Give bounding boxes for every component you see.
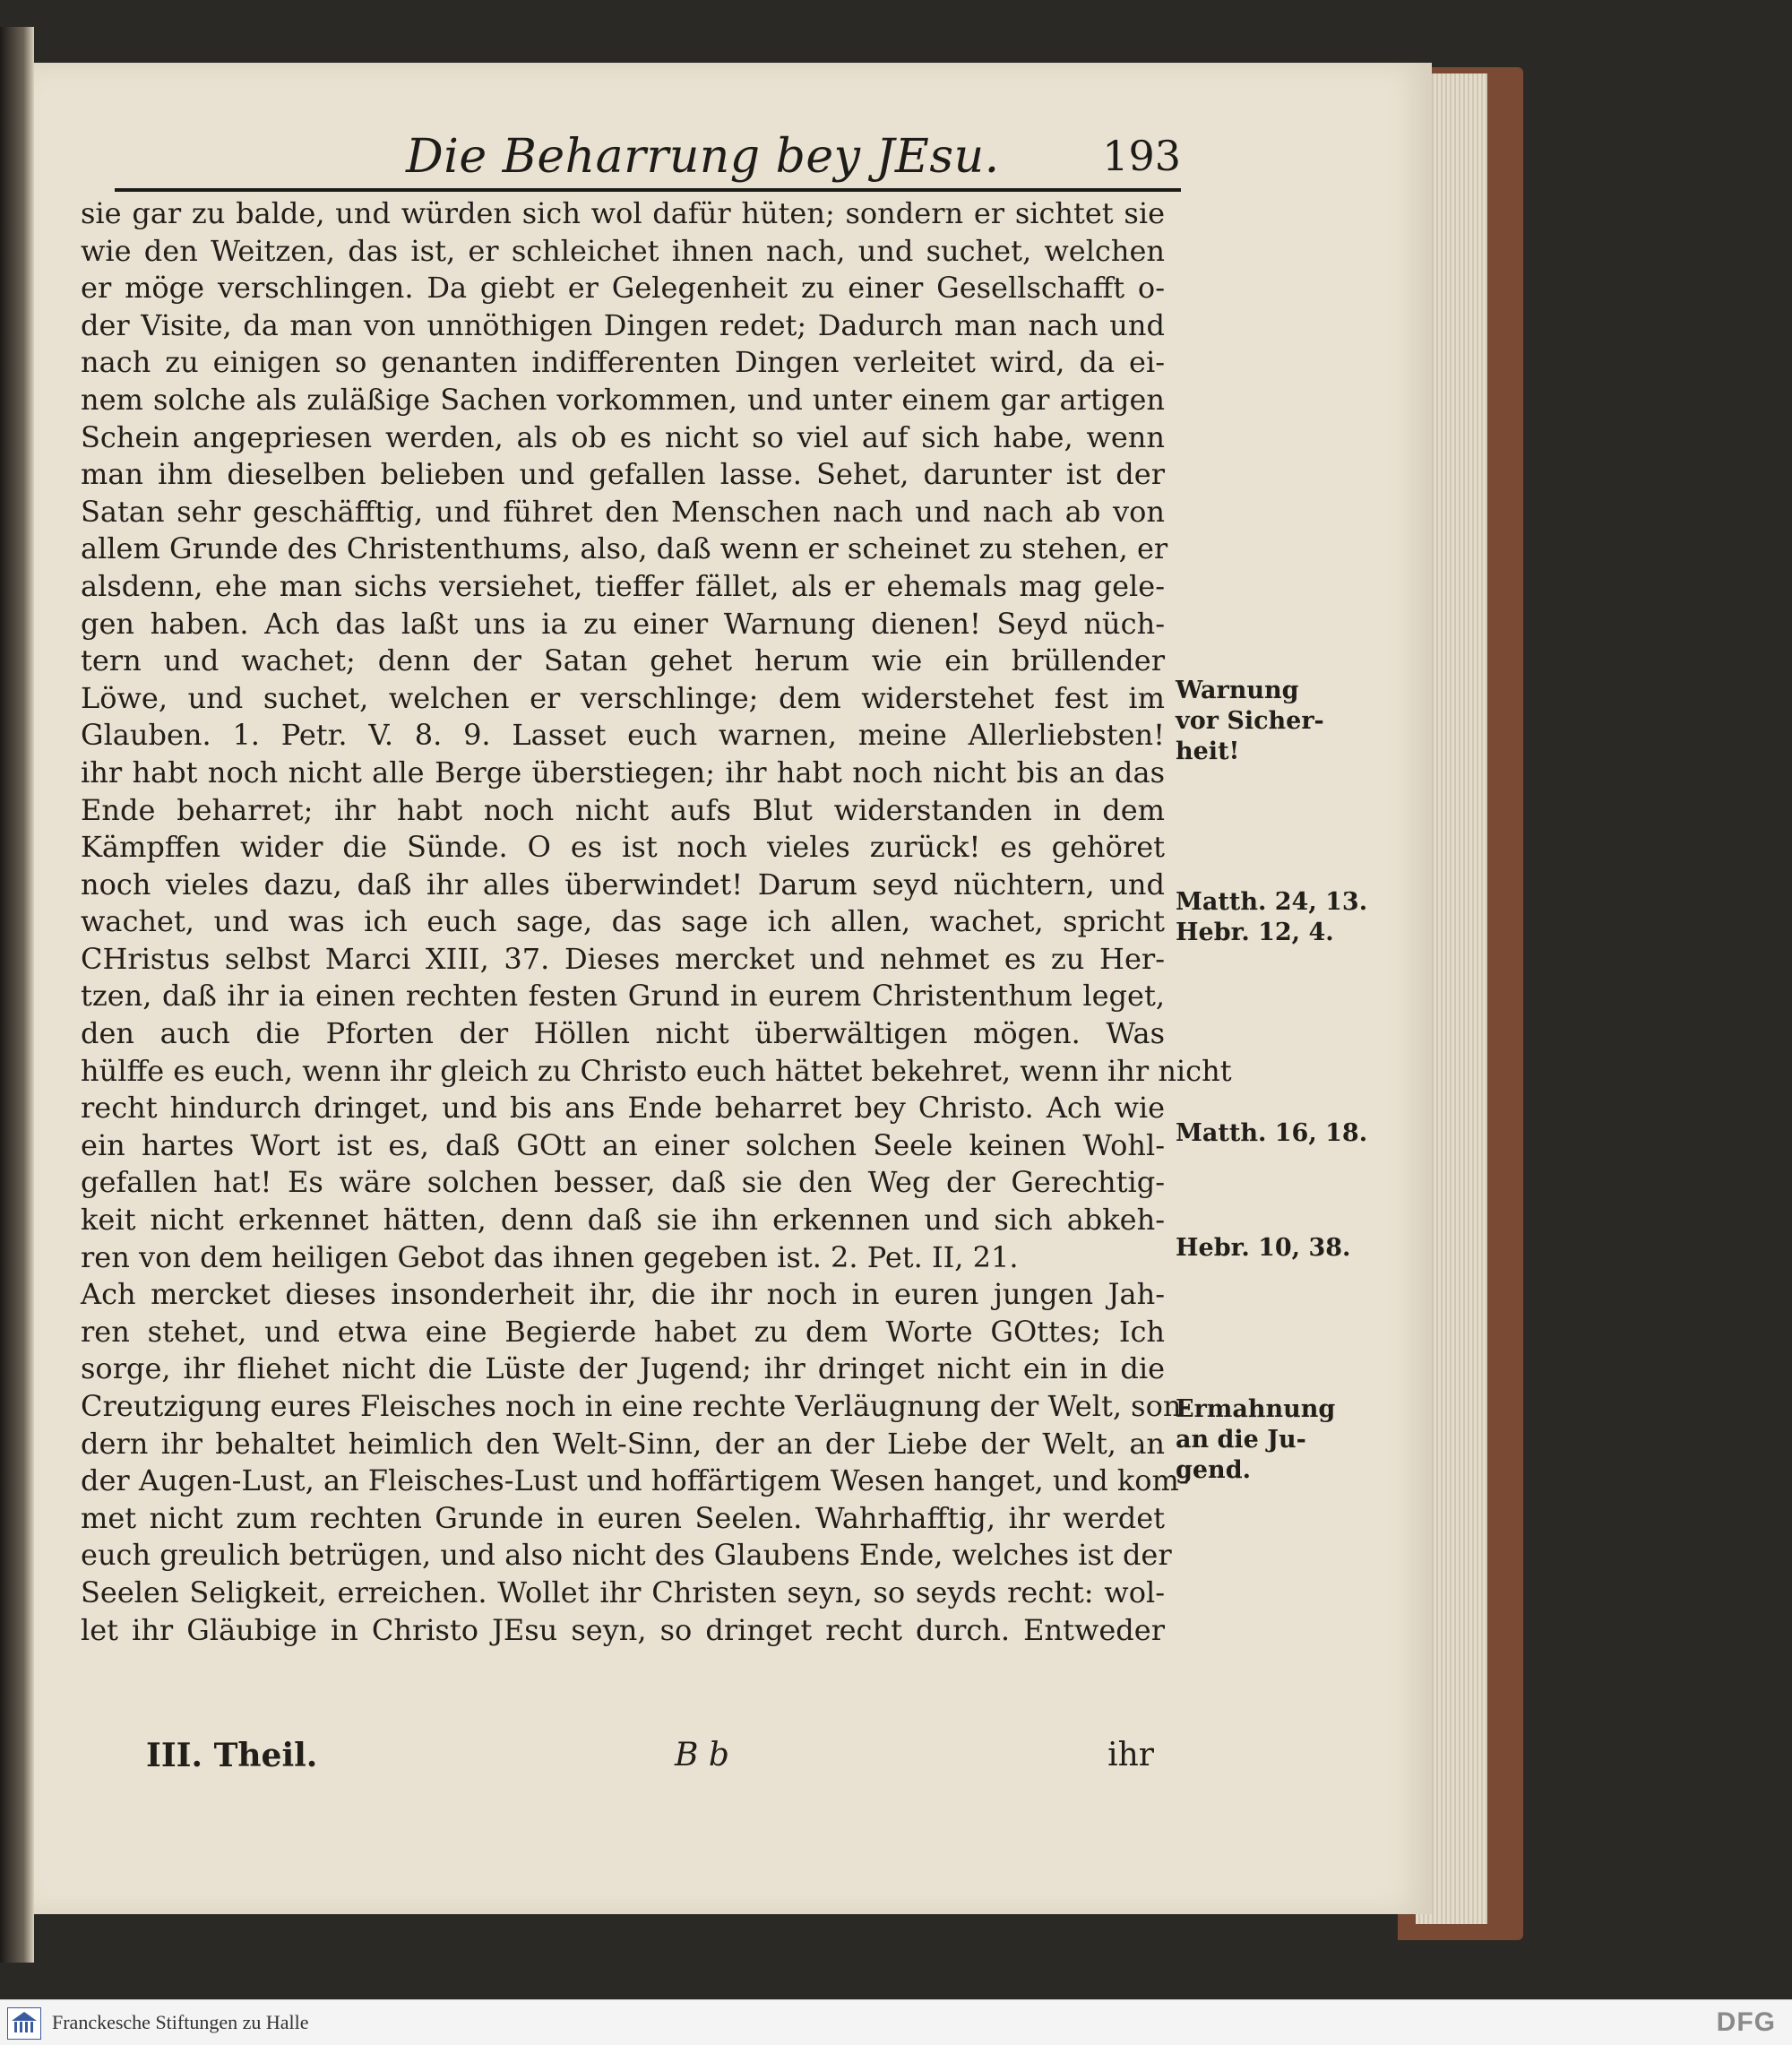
text-line: Löwe, und suchet, welchen er verschlinge; dem widerstehet fest im	[81, 680, 1165, 715]
text-line: Satan sehr geschäfftig, und führet den Menschen nach und nach ab von	[81, 494, 1165, 529]
viewer-footer-bar	[0, 1999, 1792, 2045]
margin-note-matth-16	[1176, 1118, 1367, 1149]
text-line: wachet, und was ich euch sage, das sage ich allen, wachet, spricht	[81, 904, 1165, 939]
text-line: wie den Weitzen, das ist, er schleichet ihnen nach, und suchet, welchen	[81, 233, 1165, 268]
text-line: ein hartes Wort ist es, daß GOtt an einer solchen Seele keinen Wohl-	[81, 1127, 1165, 1162]
text-line: keit nicht erkennet hätten, denn daß sie ihn erkennen und sich abkeh-	[81, 1203, 1165, 1238]
text-line: ihr habt noch nicht alle Berge überstiegen; ihr habt noch nicht bis an das	[81, 755, 1165, 790]
text-line: Ende beharret; ihr habt noch nicht aufs Blut widerstanden in dem	[81, 792, 1165, 827]
text-line: man ihm dieselben belieben und gefallen lasse. Sehet, darunter ist der	[81, 457, 1165, 492]
header-rule	[115, 188, 1181, 192]
volume-part: III. Theil.	[146, 1737, 318, 1774]
margin-note-hebr-10	[1176, 1233, 1350, 1264]
margin-note-line: Warnung	[1176, 677, 1299, 704]
text-line: ren stehet, und etwa eine Begierde habet zu dem Worte GOttes; Ich	[81, 1314, 1165, 1349]
text-line: sie gar zu balde, und würden sich wol dafür hüten; sondern er sichtet sie	[81, 196, 1165, 230]
institution-logo-icon[interactable]	[7, 2007, 41, 2040]
margin-note-line: heit!	[1176, 738, 1240, 765]
margin-note-line: Ermahnung	[1176, 1395, 1336, 1423]
text-line: nem solche als zuläßige Sachen vorkommen, und unter einem gar artigen	[81, 382, 1165, 417]
text-line: CHristus selbst Marci XIII, 37. Dieses mercket und nehmet es zu Her-	[81, 941, 1165, 976]
catchword: ihr	[1107, 1737, 1154, 1773]
text-line: den auch die Pforten der Höllen nicht überwältigen mögen. Was	[81, 1016, 1165, 1051]
text-line: gefallen hat! Es wäre solchen besser, daß sie den Weg der Gerechtig-	[81, 1165, 1165, 1200]
text-line: Seelen Seligkeit, erreichen. Wollet ihr Christen seyn, so seyds recht: wol-	[81, 1575, 1165, 1609]
margin-note-line: Matth. 24, 13.	[1176, 888, 1368, 916]
text-line: met nicht zum rechten Grunde in euren Seelen. Wahrhafftig, ihr werdet	[81, 1500, 1165, 1535]
text-line: recht hindurch dringet, und bis ans Ende beharret bey Christo. Ach wie	[81, 1091, 1165, 1126]
margin-note-line: Hebr. 12, 4.	[1176, 919, 1334, 946]
text-line: tzen, daß ihr ia einen rechten festen Grund in eurem Christenthum leget,	[81, 979, 1165, 1014]
text-line: hülffe es euch, wenn ihr gleich zu Christo euch hättet bekehret, wenn ihr nicht	[81, 1053, 1232, 1088]
margin-note-line: gend.	[1176, 1456, 1251, 1484]
margin-note-line: Matth. 16, 18.	[1176, 1119, 1368, 1147]
margin-note-line: Hebr. 10, 38.	[1176, 1234, 1351, 1262]
page-footer	[146, 1737, 1154, 1782]
text-line: der Augen-Lust, an Fleisches-Lust und hoffärtigem Wesen hanget, und kom-	[81, 1463, 1189, 1498]
text-line: nach zu einigen so genanten indifferenten Dingen verleitet wird, da ei-	[81, 345, 1165, 380]
text-line: Schein angepriesen werden, als ob es nicht so viel auf sich habe, wenn	[81, 419, 1165, 454]
text-line: Glauben. 1. Petr. V. 8. 9. Lasset euch warnen, meine Allerliebsten!	[81, 718, 1165, 753]
text-line: ren von dem heiligen Gebot das ihnen gegeben ist. 2. Pet. II, 21.	[81, 1239, 1019, 1274]
text-line: gen haben. Ach das laßt uns ia zu einer Warnung dienen! Seyd nüch-	[81, 606, 1165, 641]
margin-note-line: an die Ju-	[1176, 1426, 1306, 1454]
text-line: alsdenn, ehe man sichs versiehet, tieffer fället, als er ehemals mag gele-	[81, 568, 1165, 603]
text-line: er möge verschlingen. Da giebt er Gelegenheit zu einer Gesellschafft o-	[81, 271, 1165, 306]
text-line: Ach mercket dieses insonderheit ihr, die ihr noch in euren jungen Jah-	[81, 1277, 1165, 1312]
institution-name[interactable]: Franckesche Stiftungen zu Halle	[52, 2011, 309, 2033]
text-line: let ihr Gläubige in Christo JEsu seyn, so dringet recht durch. Entweder	[81, 1612, 1165, 1647]
page-number: 193	[1102, 132, 1181, 180]
dfg-logo[interactable]: DFG	[1716, 2007, 1776, 2037]
text-line: euch greulich betrügen, und also nicht des Glaubens Ende, welches ist der	[81, 1538, 1172, 1573]
text-line: allem Grunde des Christenthums, also, daß wenn er scheinet zu stehen, er	[81, 531, 1168, 566]
text-line: der Visite, da man von unnöthigen Dingen redet; Dadurch man nach und	[81, 307, 1165, 342]
text-line: tern und wachet; denn der Satan gehet herum wie ein brüllender	[81, 643, 1165, 678]
signature-mark: B b	[675, 1737, 729, 1773]
text-line: Kämpffen wider die Sünde. O es ist noch vieles zurück! es gehöret	[81, 830, 1165, 865]
facing-page-edge	[0, 27, 34, 1963]
text-line: dern ihr behaltet heimlich den Welt-Sinn, der an der Liebe der Welt, an	[81, 1426, 1165, 1461]
text-line: sorge, ihr fliehet nicht die Lüste der Jugend; ihr dringet nicht ein in die	[81, 1351, 1165, 1386]
text-line: Creutzigung eures Fleisches noch in eine rechte Verläugnung der Welt, son-	[81, 1389, 1192, 1423]
margin-note-warnung	[1176, 676, 1324, 767]
page-header	[115, 130, 1181, 184]
main-text	[81, 195, 1368, 1649]
margin-note-matth-24	[1176, 887, 1367, 948]
running-title: Die Beharrung bey JEsu.	[406, 130, 1000, 184]
margin-note-line: vor Sicher-	[1176, 707, 1324, 735]
book-page	[34, 63, 1432, 1914]
margin-note-ermahnung	[1176, 1394, 1335, 1486]
text-line: noch vieles dazu, daß ihr alles überwindet! Darum seyd nüchtern, und	[81, 867, 1165, 902]
